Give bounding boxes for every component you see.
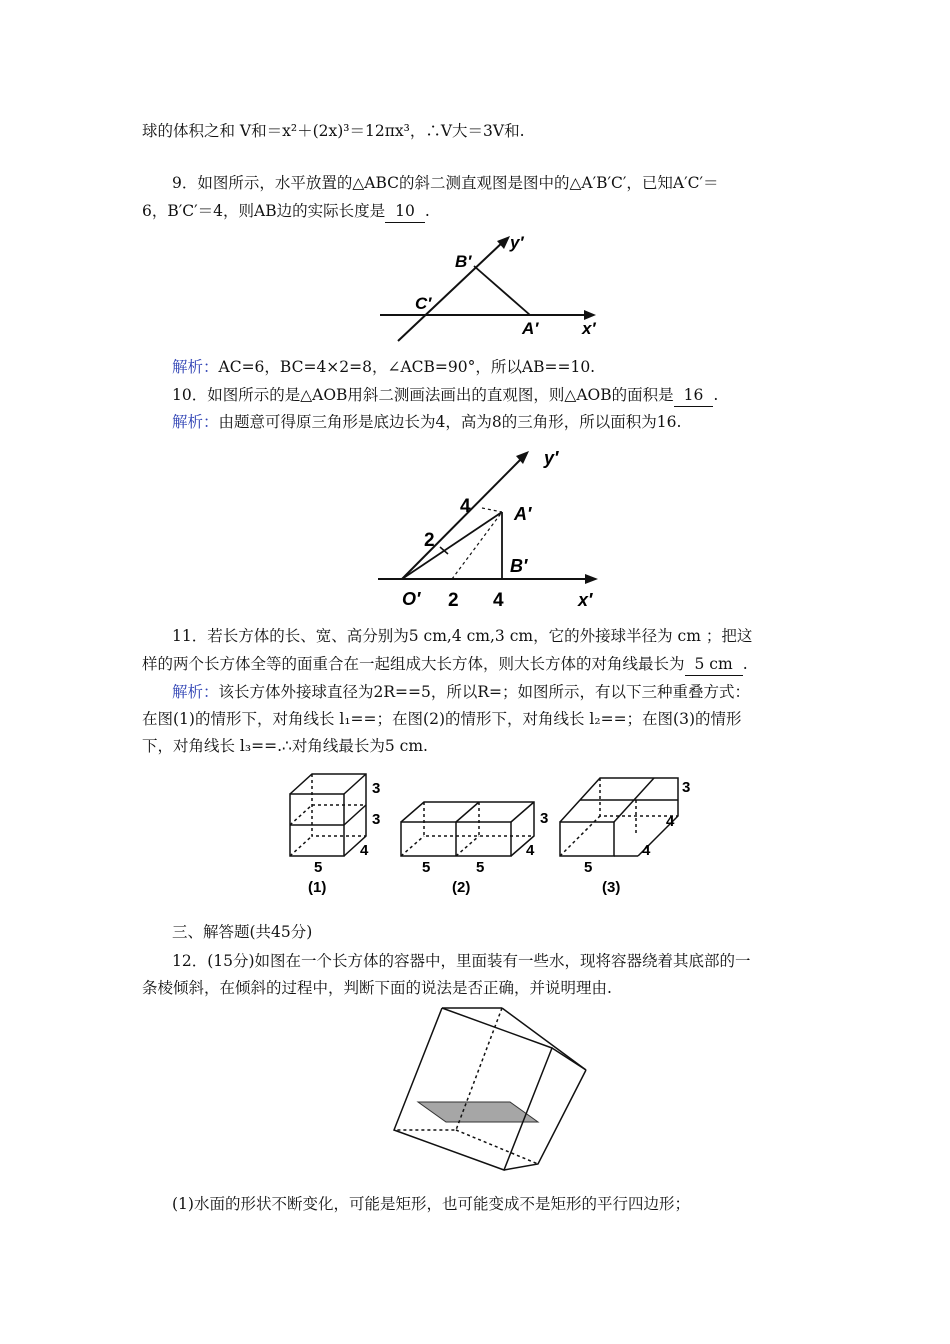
- q9-answer: 10: [385, 200, 425, 223]
- y-label: y′: [510, 233, 524, 252]
- question-11-line-1: 11．若长方体的长、宽、高分别为5 cm,4 cm,3 cm，它的外接球半径为 cm ；把这: [172, 627, 753, 645]
- cuboid-3: [560, 778, 678, 856]
- dim-label: 4: [642, 842, 651, 859]
- q10-text: 10．如图所示的是△AOB用斜二测画法画出的直观图，则△AOB的面积是: [172, 386, 674, 404]
- question-12-line-2: 条棱倾斜，在倾斜的过程中，判断下面的说法是否正确，并说明理由.: [142, 979, 612, 997]
- tick-label-y2: 2: [424, 530, 435, 551]
- question-9-line-1: 9．如图所示，水平放置的△ABC的斜二测直观图是图中的△A′B′C′，已知A′C′＝: [172, 174, 719, 192]
- figure-triangle-oblique: [370, 228, 610, 346]
- solution-10: [172, 411, 822, 433]
- water-surface: [418, 1102, 538, 1122]
- q11-text: 样的两个长方体全等的面重合在一起组成大长方体，则大长方体的对角线最长为: [142, 655, 685, 673]
- solution-11-line-2: 在图(1)的情形下，对角线长 l₁==；在图(2)的情形下，对角线长 l₂==；在图(3)的情形: [142, 710, 742, 728]
- dim-label: 4: [666, 813, 675, 830]
- question-11-line-2: [142, 653, 822, 676]
- q9-end: .: [424, 202, 430, 220]
- q11-answer: 5 cm: [685, 653, 743, 676]
- q10-end: .: [713, 386, 719, 404]
- x-arrow: [585, 574, 598, 584]
- figure-triangle-aob: [372, 442, 608, 610]
- dim-label: 5: [584, 859, 593, 876]
- dim-label: 5: [314, 859, 323, 876]
- tick-label-x4: 4: [493, 590, 504, 610]
- dashed-line: [482, 508, 502, 512]
- figure-cuboids: [284, 766, 704, 898]
- tick-label-x2: 2: [448, 590, 459, 610]
- section-heading: 三、解答题(共45分): [172, 923, 313, 941]
- cuboid-1: [290, 774, 366, 856]
- o-label: O′: [402, 589, 421, 609]
- container-back: [442, 1008, 586, 1174]
- solution-label: 解析：: [172, 358, 219, 376]
- q10-answer: 16: [674, 384, 714, 407]
- a-label: A′: [522, 319, 539, 338]
- solution-11-line-1: [172, 681, 822, 703]
- y-label: y′: [544, 448, 559, 468]
- question-10: [172, 384, 822, 407]
- question-12-line-1: 12．(15分)如图在一个长方体的容器中，里面装有一些水，现将容器绕着其底部的一: [172, 952, 751, 970]
- tick-label-y4: 4: [460, 496, 471, 517]
- solution-label: 解析：: [172, 413, 219, 431]
- y-axis: [402, 456, 524, 579]
- solution-11-line-3: 下，对角线长 l₃==.∴对角线最长为5 cm.: [142, 737, 428, 755]
- cuboid-2: [401, 802, 534, 856]
- solution-9: [172, 356, 822, 378]
- figure-caption: (1): [308, 879, 327, 896]
- b-label: B′: [510, 556, 528, 576]
- solution-label: 解析：: [172, 683, 219, 701]
- solution-text: AC=6，BC=4×2=8，∠ACB=90°，所以AB==10.: [218, 358, 596, 376]
- dim-label: 5: [476, 859, 485, 876]
- dim-label: 4: [526, 842, 535, 859]
- solution-text: 由题意可得原三角形是底边长为4，高为8的三角形，所以面积为16.: [218, 413, 682, 431]
- figure-caption: (2): [452, 879, 471, 896]
- y-axis: [398, 240, 505, 341]
- question-12-part-1: (1)水面的形状不断变化，可能是矩形，也可能变成不是矩形的平行四边形；: [172, 1195, 690, 1213]
- q11-end: .: [742, 655, 748, 673]
- c-label: C′: [415, 294, 432, 313]
- b-label: B′: [455, 252, 472, 271]
- edge-o-a: [402, 512, 502, 579]
- dim-label: 3: [372, 811, 381, 828]
- solution-text: 该长方体外接球直径为2R==5，所以R=；如图所示，有以下三种重叠方式：: [218, 683, 751, 701]
- edge-b-a: [474, 266, 530, 315]
- figure-tilted-container: [380, 1004, 600, 1174]
- a-label: A′: [514, 504, 532, 524]
- dim-label: 4: [360, 842, 369, 859]
- dim-label: 5: [422, 859, 431, 876]
- q9-text: 6，B′C′＝4，则AB边的实际长度是: [142, 202, 386, 220]
- dim-label: 3: [372, 780, 381, 797]
- dim-label: 3: [540, 810, 549, 827]
- x-label: x′: [582, 319, 596, 338]
- x-label: x′: [578, 590, 593, 610]
- container-front: [394, 1008, 552, 1170]
- question-9-line-2: [142, 200, 822, 223]
- text-line: 球的体积之和 V和＝x²＋(2x)³＝12πx³，∴V大＝3V和.: [142, 122, 525, 140]
- dim-label: 3: [682, 779, 691, 796]
- figure-caption: (3): [602, 879, 621, 896]
